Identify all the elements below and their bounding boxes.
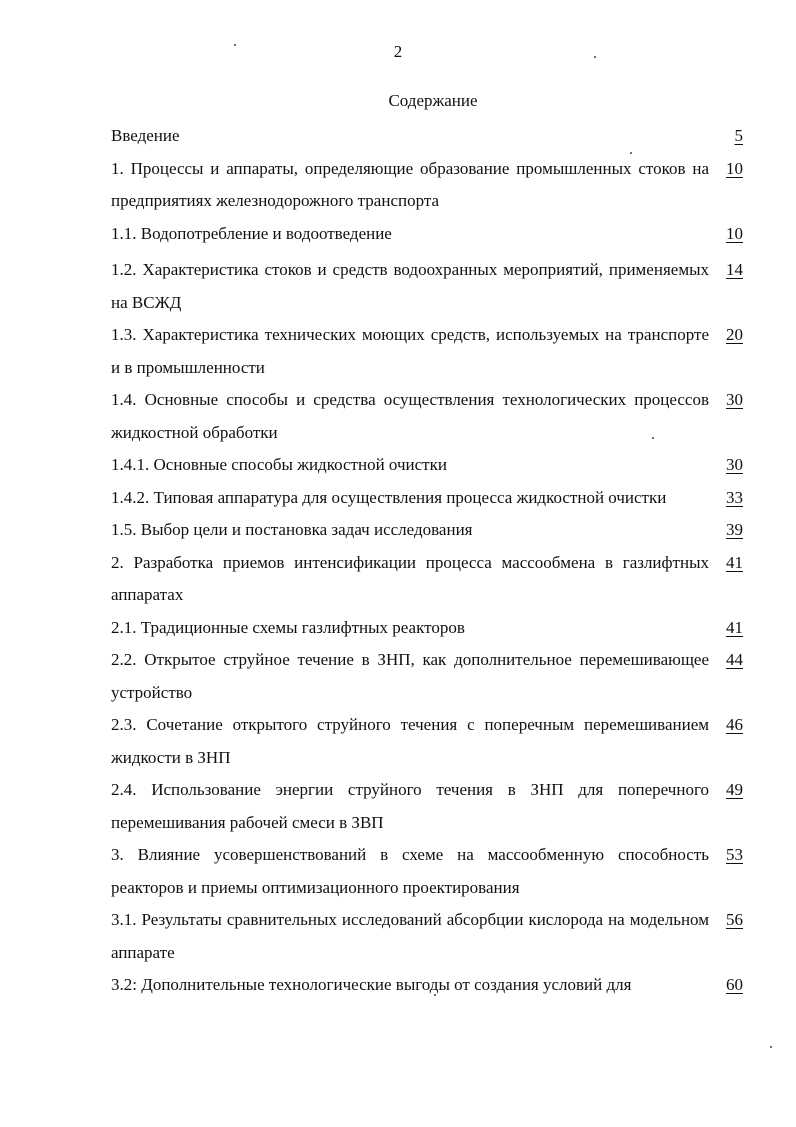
toc-entry <box>111 969 743 1002</box>
toc-entry-page: 49 <box>726 780 743 799</box>
toc-entry-text: 3.1. Результаты сравнительных исследований абсорбции кислорода на модельном аппарате <box>111 910 709 962</box>
toc-entry <box>111 709 743 774</box>
page-number: 2 <box>393 42 403 61</box>
scan-speck <box>234 44 236 46</box>
toc-entry <box>111 774 743 839</box>
scan-speck <box>434 994 436 996</box>
toc-entry-page: 14 <box>726 260 743 279</box>
toc-entry-text: Введение <box>111 126 180 145</box>
toc-entry <box>111 218 743 251</box>
toc-entry-page: 41 <box>726 617 743 637</box>
toc-entry-page: 10 <box>726 158 743 178</box>
scan-speck <box>594 56 596 58</box>
toc-entry <box>111 612 743 645</box>
toc-entry <box>111 319 743 384</box>
toc-entry-text: 1.4.1. Основные способы жидкостной очистки <box>111 455 447 474</box>
toc-entry-text: 2. Разработка приемов интенсификации процесса массообмена в газлифтных аппаратах <box>111 552 709 604</box>
toc-entry <box>111 839 743 904</box>
toc-entry <box>111 153 743 218</box>
toc-entry <box>111 254 743 319</box>
toc-entry <box>111 904 743 969</box>
toc-entry-text: 1.5. Выбор цели и постановка задач исследования <box>111 520 473 539</box>
toc-entry-page: 53 <box>726 845 743 864</box>
scan-speck <box>630 152 632 154</box>
toc-entry <box>111 644 743 709</box>
toc-entry-page: 33 <box>726 487 743 507</box>
toc-entry-page: 41 <box>726 552 743 572</box>
toc-title: Содержание <box>388 91 478 110</box>
toc-entry-text: 1.2. Характеристика стоков и средств водоохранных мероприятий, применяемых на ВСЖД <box>111 260 709 312</box>
toc-entry-text: 2.1. Традиционные схемы газлифтных реакторов <box>111 617 465 637</box>
toc-entry-page: 20 <box>726 325 743 344</box>
toc-entry-page: 39 <box>726 520 743 539</box>
scan-speck <box>770 1046 772 1048</box>
toc-entry-text: 1. Процессы и аппараты, определяющие образование промышленных стоков на предприятиях железнодорожного транспорта <box>111 158 709 210</box>
toc-entry-page: 30 <box>726 455 743 474</box>
toc-entry-text: 1.4. Основные способы и средства осуществления технологических процессов жидкостной обработки <box>111 390 709 442</box>
toc-entry <box>111 547 743 612</box>
toc-entry-page: 60 <box>726 975 743 994</box>
scan-speck <box>652 437 654 439</box>
toc-entry <box>111 482 743 515</box>
toc-entry-text: 3. Влияние усовершенствований в схеме на массообменную способность реакторов и приемы оптимизационного проектирования <box>111 845 709 897</box>
toc-entry-text: 1.4.2. Типовая аппаратура для осуществления процесса жидкостной очистки <box>111 487 667 507</box>
toc-entry <box>111 514 743 547</box>
toc-entry-page: 44 <box>726 650 743 669</box>
toc-entry-page: 5 <box>734 126 743 145</box>
toc-entry-text: 2.3. Сочетание открытого струйного течения с поперечным перемешиванием жидкости в ЗНП <box>111 715 709 767</box>
toc-entry-page: 46 <box>726 715 743 734</box>
toc-entry-page: 30 <box>726 390 743 409</box>
toc-entry-page: 10 <box>726 223 743 243</box>
toc-entry <box>111 384 743 449</box>
toc-entry-text: 3.2: Дополнительные технологические выгоды от создания условий для <box>111 975 632 994</box>
toc-entry-text: 1.1. Водопотребление и водоотведение <box>111 223 392 243</box>
toc-entry-page: 56 <box>726 910 743 929</box>
toc-entry-text: 1.3. Характеристика технических моющих средств, используемых на транспорте и в промышленности <box>111 325 709 377</box>
toc-entry-text: 2.2. Открытое струйное течение в ЗНП, как дополнительное перемешивающее устройство <box>111 650 709 702</box>
toc-entry <box>111 120 743 153</box>
table-of-contents <box>111 120 743 1002</box>
toc-entry <box>111 449 743 482</box>
toc-entry-text: 2.4. Использование энергии струйного течения в ЗНП для поперечного перемешивания рабочей смеси в ЗВП <box>111 780 709 832</box>
